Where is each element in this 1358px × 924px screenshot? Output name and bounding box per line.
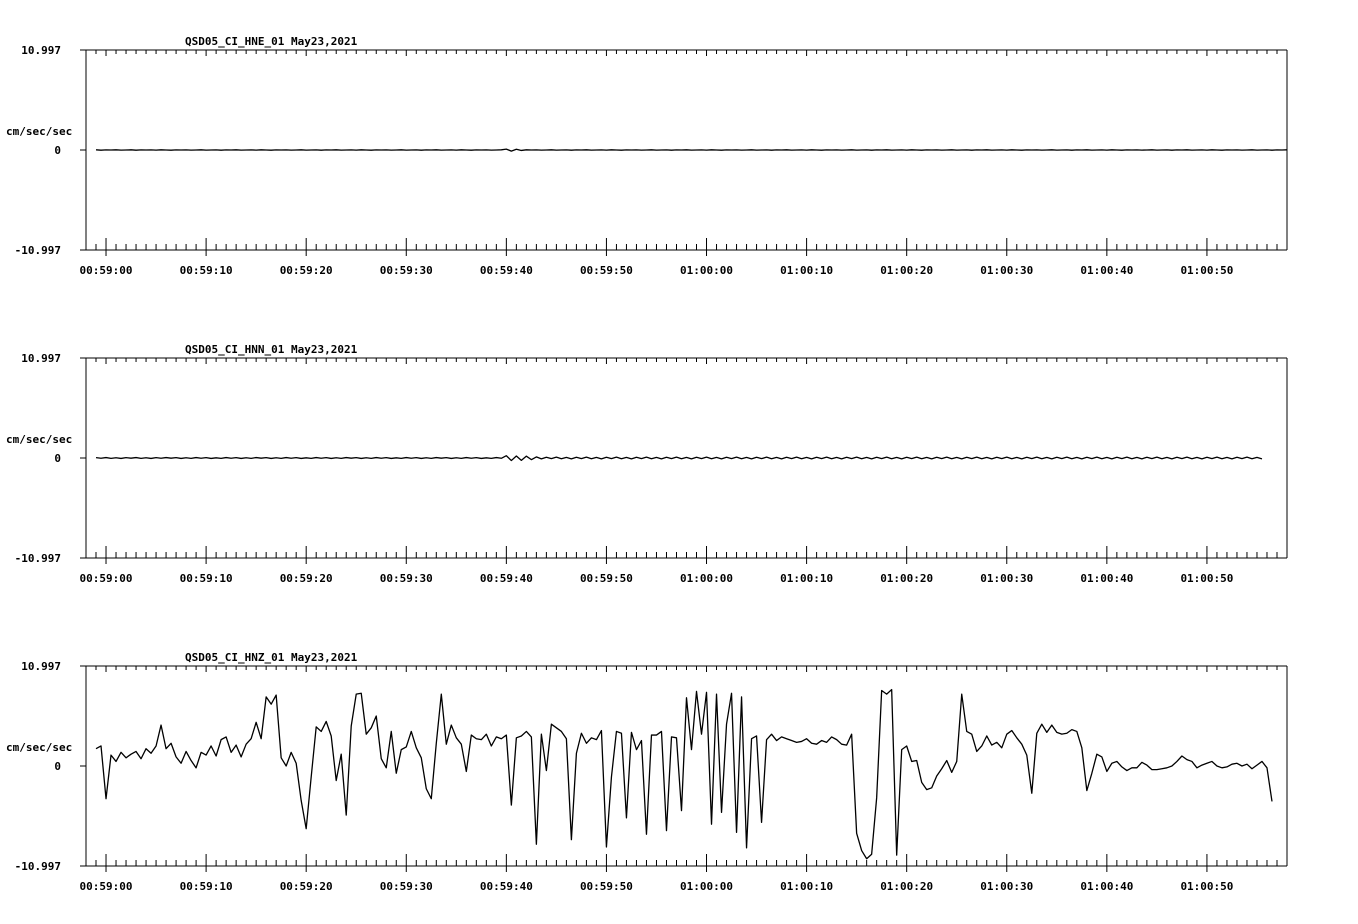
x-tick-label: 01:00:40 <box>1080 880 1134 893</box>
x-tick-label: 00:59:10 <box>179 264 233 277</box>
x-tick-label: 01:00:20 <box>880 572 934 585</box>
x-tick-label: 01:00:40 <box>1080 572 1134 585</box>
y-tick-label-min: -10.997 <box>14 860 61 873</box>
x-tick-label: 01:00:20 <box>880 264 934 277</box>
x-tick-label: 00:59:50 <box>579 572 633 585</box>
x-tick-label: 01:00:40 <box>1080 264 1134 277</box>
x-tick-label: 00:59:30 <box>379 572 433 585</box>
y-axis-unit-label: cm/sec/sec <box>6 741 73 754</box>
x-tick-label: 00:59:00 <box>79 572 133 585</box>
x-tick-label: 00:59:50 <box>579 880 633 893</box>
x-tick-label: 00:59:40 <box>479 572 533 585</box>
x-tick-label: 01:00:00 <box>680 572 734 585</box>
x-tick-label: 00:59:20 <box>279 264 333 277</box>
y-tick-label-max: 10.997 <box>21 660 61 673</box>
x-tick-label: 01:00:00 <box>680 264 734 277</box>
y-tick-label-zero: 0 <box>54 452 61 465</box>
x-tick-label: 00:59:10 <box>179 880 233 893</box>
y-tick-label-min: -10.997 <box>14 244 61 257</box>
x-tick-label: 01:00:10 <box>780 572 834 585</box>
x-tick-label: 00:59:30 <box>379 264 433 277</box>
channel-title: QSD05_CI_HNZ_01 May23,2021 <box>185 651 358 664</box>
x-tick-label: 00:59:50 <box>579 264 633 277</box>
waveform-trace <box>96 690 1272 859</box>
y-tick-label-max: 10.997 <box>21 44 61 57</box>
x-tick-label: 01:00:30 <box>980 264 1034 277</box>
x-tick-label: 01:00:10 <box>780 264 834 277</box>
x-tick-label: 00:59:30 <box>379 880 433 893</box>
x-tick-label: 00:59:00 <box>79 880 133 893</box>
y-tick-label-min: -10.997 <box>14 552 61 565</box>
x-tick-label: 01:00:50 <box>1180 880 1234 893</box>
x-tick-label: 00:59:20 <box>279 572 333 585</box>
x-tick-label: 00:59:40 <box>479 264 533 277</box>
x-tick-label: 00:59:10 <box>179 572 233 585</box>
x-tick-label: 01:00:50 <box>1180 264 1234 277</box>
x-tick-label: 01:00:30 <box>980 572 1034 585</box>
x-tick-label: 01:00:10 <box>780 880 834 893</box>
x-tick-label: 00:59:00 <box>79 264 133 277</box>
x-tick-label: 01:00:50 <box>1180 572 1234 585</box>
channel-title: QSD05_CI_HNE_01 May23,2021 <box>185 35 358 48</box>
waveform-trace <box>96 149 1287 151</box>
x-tick-label: 00:59:20 <box>279 880 333 893</box>
channel-title: QSD05_CI_HNN_01 May23,2021 <box>185 343 358 356</box>
x-tick-label: 01:00:30 <box>980 880 1034 893</box>
waveform-trace <box>96 456 1262 461</box>
x-tick-label: 01:00:00 <box>680 880 734 893</box>
y-tick-label-zero: 0 <box>54 144 61 157</box>
y-tick-label-max: 10.997 <box>21 352 61 365</box>
y-tick-label-zero: 0 <box>54 760 61 773</box>
x-tick-label: 01:00:20 <box>880 880 934 893</box>
x-tick-label: 00:59:40 <box>479 880 533 893</box>
y-axis-unit-label: cm/sec/sec <box>6 433 73 446</box>
y-axis-unit-label: cm/sec/sec <box>6 125 73 138</box>
